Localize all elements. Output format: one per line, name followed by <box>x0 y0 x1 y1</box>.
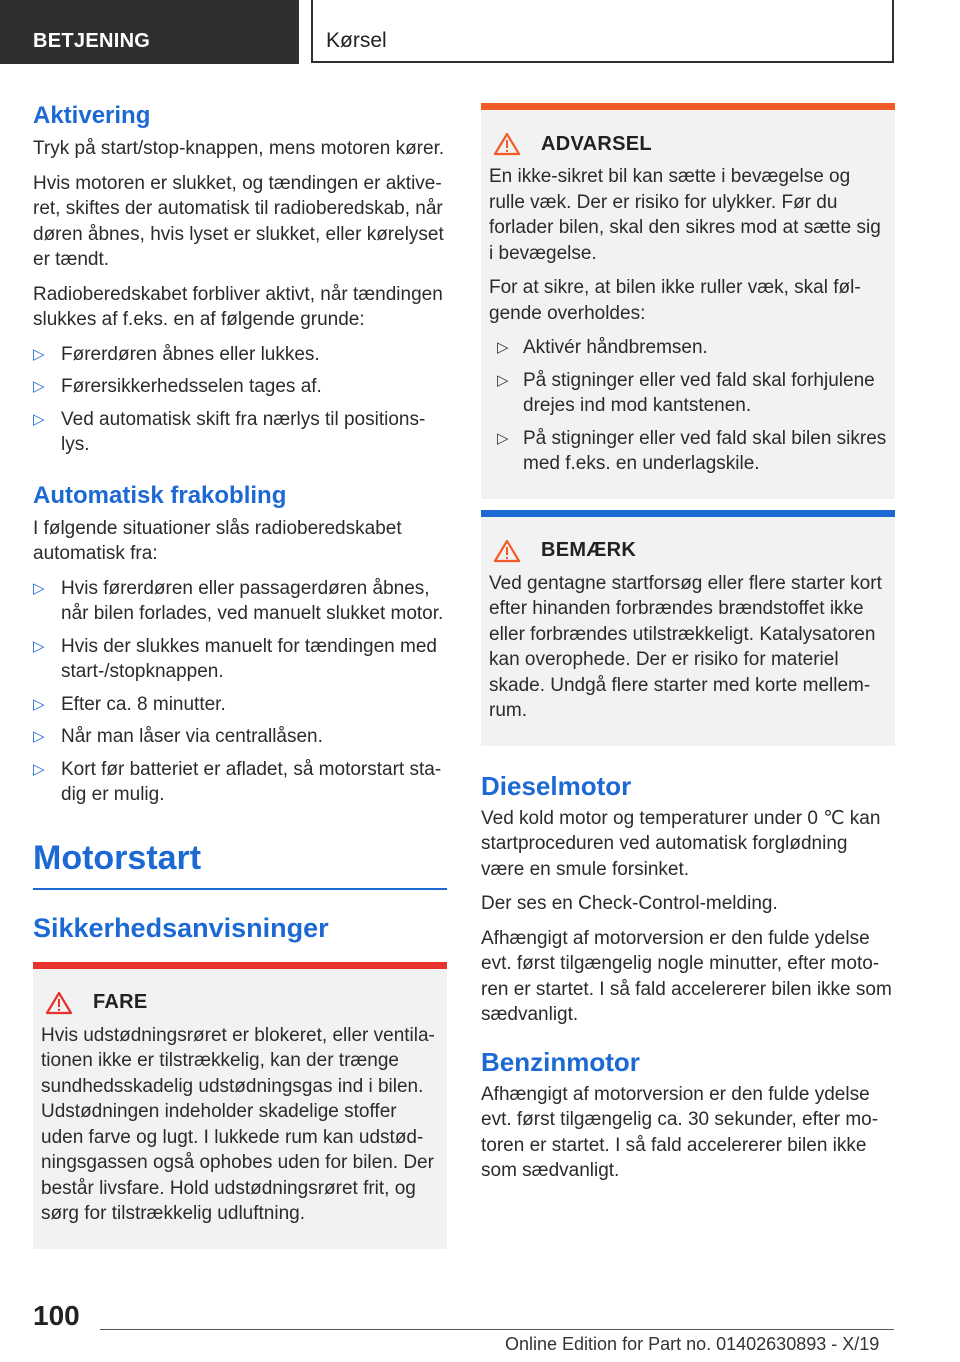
edition-footer: Online Edition for Part no. 01402630893 - X/19 <box>505 1334 880 1354</box>
list-item-text: Førerdøren åbnes eller lukkes. <box>61 343 320 365</box>
list-item <box>33 724 447 750</box>
bemaerk-box <box>481 510 895 746</box>
list-item <box>33 374 447 400</box>
bemaerk-text: Ved gentagne startforsøg eller flere starter kort efter hinanden forbrændes brændstoffet ikke eller forbrændes utilstrækkeligt. Katalysatoren kan overophede. Der er risiko for materiel skade. Undgå flere starter med korte mellemrum. <box>489 572 882 721</box>
advarsel-title-row <box>489 132 887 156</box>
advarsel-list <box>489 335 887 477</box>
warning-triangle-icon <box>493 539 521 563</box>
header-section-tab <box>0 0 299 64</box>
list-item <box>33 407 447 458</box>
paragraph: Hvis motoren er slukket, og tændingen er aktiveret, skiftes der automatisk til radioberedskab, når døren åbnes, hvis lyset er slukket, eller kørelyset er tændt. <box>33 172 444 270</box>
header-section-label: BETJENING <box>33 30 151 52</box>
list-item-text: På stigninger eller ved fald skal forhjulene drejes ind mod kantstenen. <box>523 369 875 416</box>
list-item-text: Førersikkerhedsselen tages af. <box>61 376 322 397</box>
list-item <box>33 757 447 808</box>
heading-motorstart: Motorstart <box>33 838 202 877</box>
triangle-right-icon: ▷ <box>497 429 509 447</box>
heading-dieselmotor: Dieselmotor <box>481 770 632 801</box>
list-item-text: Når man låser via centrallåsen. <box>61 726 323 747</box>
bemaerk-title-row <box>489 539 887 563</box>
heading-rule <box>33 888 447 890</box>
heading-benzinmotor: Benzinmotor <box>481 1046 640 1077</box>
paragraph: Der ses en Check-Control-melding. <box>481 893 778 914</box>
page-number: 100 <box>33 1300 80 1331</box>
advarsel-text: For at sikre, at bilen ikke ruller væk, skal følgende overholdes: <box>489 277 861 324</box>
advarsel-text: En ikke-sikret bil kan sætte i bevægelse og rulle væk. Der er risiko for ulykker. Før du forlader bilen, skal den sikres mod at sætte sig i bevægelse. <box>489 166 881 264</box>
advarsel-box <box>481 103 895 499</box>
list-item-text: Aktivér håndbremsen. <box>523 337 708 358</box>
fare-title-row <box>41 991 439 1015</box>
heading-automatisk-frakobling: Automatisk frakobling <box>33 481 287 509</box>
heading-aktivering: Aktivering <box>33 102 151 129</box>
list-item <box>33 576 447 627</box>
list-item <box>489 335 887 361</box>
triangle-right-icon: ▷ <box>33 410 45 428</box>
list-item-text: Hvis førerdøren eller passagerdøren åbnes, når bilen forlades, ved manuelt slukket motor. <box>61 577 444 624</box>
list-item <box>33 692 447 718</box>
list-item-text: Kort før batteriet er afladet, så motorstart stadig er mulig. <box>61 758 442 805</box>
triangle-right-icon: ▷ <box>33 728 45 745</box>
bemaerk-title: BEMÆRK <box>541 539 637 561</box>
paragraph: I følgende situationer slås radioberedskabet automatisk fra: <box>33 517 402 564</box>
header-chapter-label: Kørsel <box>326 29 387 52</box>
aktivering-list <box>33 342 447 458</box>
list-item <box>489 368 887 419</box>
triangle-right-icon: ▷ <box>497 371 509 389</box>
header-chapter-tab <box>311 0 894 63</box>
list-item <box>33 342 447 368</box>
fare-box <box>33 962 447 1249</box>
left-column <box>33 100 447 1249</box>
fare-text: Hvis udstødningsrøret er blokeret, eller ventilationen ikke er tilstrækkelig, kan der trænge sundhedsskadelig udstødningsgas ind i bilen. Udstødningen indeholder skadelige stoffer uden farve og lugt. I lukkede rum kan udstødningsgassen også ophobes uden for bilen. Der består livsfare. Hold udstødningsrøret frit, og sørg for tilstrækkelig udluftning. <box>41 1024 435 1224</box>
paragraph: Tryk på start/stop-knappen, mens motoren kører. <box>33 138 445 159</box>
triangle-right-icon: ▷ <box>497 339 509 356</box>
list-item-text: Ved automatisk skift fra nærlys til positionslys. <box>61 408 426 455</box>
footer-rule <box>100 1329 894 1330</box>
warning-triangle-icon <box>493 132 521 156</box>
triangle-right-icon: ▷ <box>33 579 45 597</box>
right-column <box>481 103 895 1193</box>
warning-triangle-icon <box>45 991 73 1015</box>
triangle-right-icon: ▷ <box>33 637 45 655</box>
heading-sikkerhedsanvisninger: Sikkerhedsanvisninger <box>33 912 329 943</box>
list-item-text: Hvis der slukkes manuelt for tændingen med start-/stopknappen. <box>61 635 437 682</box>
frakobling-list <box>33 576 447 808</box>
triangle-right-icon: ▷ <box>33 760 45 778</box>
list-item-text: Efter ca. 8 minutter. <box>61 693 226 715</box>
advarsel-title: ADVARSEL <box>541 132 652 155</box>
paragraph: Ved kold motor og temperaturer under 0 ℃ kan startproceduren ved automatisk forglødning være en smule forsinket. <box>481 807 881 880</box>
fare-title: FARE <box>93 991 148 1013</box>
list-item <box>489 426 887 477</box>
paragraph: Afhængigt af motorversion er den fulde ydelse evt. først tilgængelig ca. 30 sekunder, efter motoren er startet. I så fald accelererer bilen ikke som sædvanligt. <box>481 1083 879 1181</box>
triangle-right-icon: ▷ <box>33 345 45 363</box>
list-item <box>33 634 447 685</box>
paragraph: Radioberedskabet forbliver aktivt, når tændingen slukkes af f.eks. en af følgende grunde: <box>33 283 443 330</box>
triangle-right-icon: ▷ <box>33 378 45 395</box>
list-item-text: På stigninger eller ved fald skal bilen sikres med f.eks. en underlagskile. <box>523 427 887 474</box>
triangle-right-icon: ▷ <box>33 695 45 713</box>
paragraph: Afhængigt af motorversion er den fulde ydelse evt. først tilgængelig nogle minutter, efter motoren er startet. I så fald accelererer bilen ikke som sædvanligt. <box>481 927 892 1025</box>
